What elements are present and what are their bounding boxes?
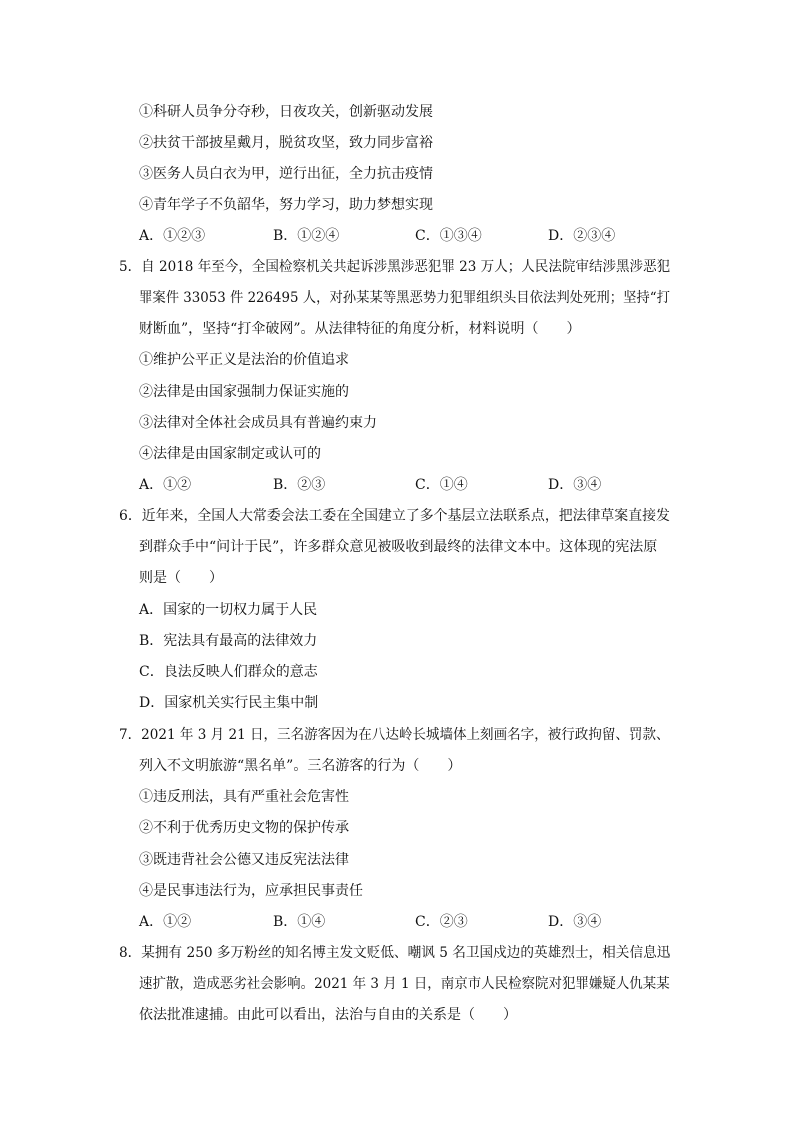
q8-stem-line-1: 8．某拥有 250 多万粉丝的知名博主发文贬低、嘲讽 5 名卫国戍边的英雄烈士，相关信息迅: [119, 945, 671, 961]
q7-option-c[interactable]: C．②③: [415, 914, 468, 930]
q4-item-3: ③医务人员白衣为甲，逆行出征，全力抗击疫情: [139, 166, 433, 182]
q4-item-4: ④青年学子不负韶华，努力学习，助力梦想实现: [139, 197, 433, 213]
q6-option-a[interactable]: A．国家的一切权力属于人民: [139, 602, 318, 618]
q6-stem-line-2: 到群众手中“问计于民”，许多群众意见被吸收到最终的法律文本中。这体现的宪法原: [139, 539, 658, 555]
q4-option-b[interactable]: B．①②④: [273, 228, 340, 244]
q5-option-a[interactable]: A．①②: [139, 477, 192, 493]
q5-option-d[interactable]: D．③④: [548, 477, 602, 493]
q7-option-a[interactable]: A．①②: [139, 914, 192, 930]
q5-stem-line-3: 财断血”，坚持“打伞破网”。从法律特征的角度分析，材料说明（ ）: [139, 321, 581, 337]
q5-item-2: ②法律是由国家强制力保证实施的: [139, 384, 349, 400]
q7-item-1: ①违反刑法，具有严重社会危害性: [139, 789, 349, 805]
q8-stem-line-2: 速扩散，造成恶劣社会影响。2021 年 3 月 1 日，南京市人民检察院对犯罪嫌疑人仇某某: [139, 976, 670, 992]
q4-option-d[interactable]: D．②③④: [548, 228, 616, 244]
q6-option-d[interactable]: D．国家机关实行民主集中制: [139, 695, 319, 711]
q5-option-b[interactable]: B．②③: [273, 477, 326, 493]
q7-item-2: ②不利于优秀历史文物的保护传承: [139, 820, 349, 836]
q7-stem-line-2: 列入不文明旅游“黑名单”。三名游客的行为（ ）: [139, 758, 462, 774]
q5-stem-line-2: 罪案件 33053 件 226495 人，对孙某某等黑恶势力犯罪组织头目依法判处死刑；坚持“打: [139, 290, 670, 306]
q4-option-a[interactable]: A．①②③: [139, 228, 206, 244]
q4-item-2: ②扶贫干部披星戴月，脱贫攻坚，致力同步富裕: [139, 135, 433, 151]
q5-item-4: ④法律是由国家制定或认可的: [139, 446, 321, 462]
q6-stem-line-3: 则是（ ）: [139, 570, 223, 586]
q5-item-3: ③法律对全体社会成员具有普遍约束力: [139, 415, 377, 431]
q5-item-1: ①维护公平正义是法治的价值追求: [139, 352, 349, 368]
q7-item-4: ④是民事违法行为，应承担民事责任: [139, 883, 363, 899]
q7-option-d[interactable]: D．③④: [548, 914, 602, 930]
q7-stem-line-1: 7．2021 年 3 月 21 日，三名游客因为在八达岭长城墙体上刻画名字，被行政拘留、罚款、: [119, 727, 670, 743]
q7-item-3: ③既违背社会公德又违反宪法法律: [139, 852, 349, 868]
q6-stem-line-1: 6．近年来，全国人大常委会法工委在全国建立了多个基层立法联系点，把法律草案直接发: [119, 508, 670, 524]
q5-option-c[interactable]: C．①④: [415, 477, 468, 493]
q5-stem-line-1: 5．自 2018 年至今，全国检察机关共起诉涉黑涉恶犯罪 23 万人；人民法院审结涉黑涉恶犯: [119, 259, 671, 275]
q6-option-b[interactable]: B．宪法具有最高的法律效力: [139, 633, 318, 649]
q6-option-c[interactable]: C．良法反映人们群众的意志: [139, 664, 318, 680]
q4-item-1: ①科研人员争分夺秒，日夜攻关，创新驱动发展: [139, 104, 433, 120]
q8-stem-line-3: 依法批准逮捕。由此可以看出，法治与自由的关系是（ ）: [139, 1007, 517, 1023]
q7-option-b[interactable]: B．①④: [273, 914, 326, 930]
q4-option-c[interactable]: C．①③④: [415, 228, 482, 244]
